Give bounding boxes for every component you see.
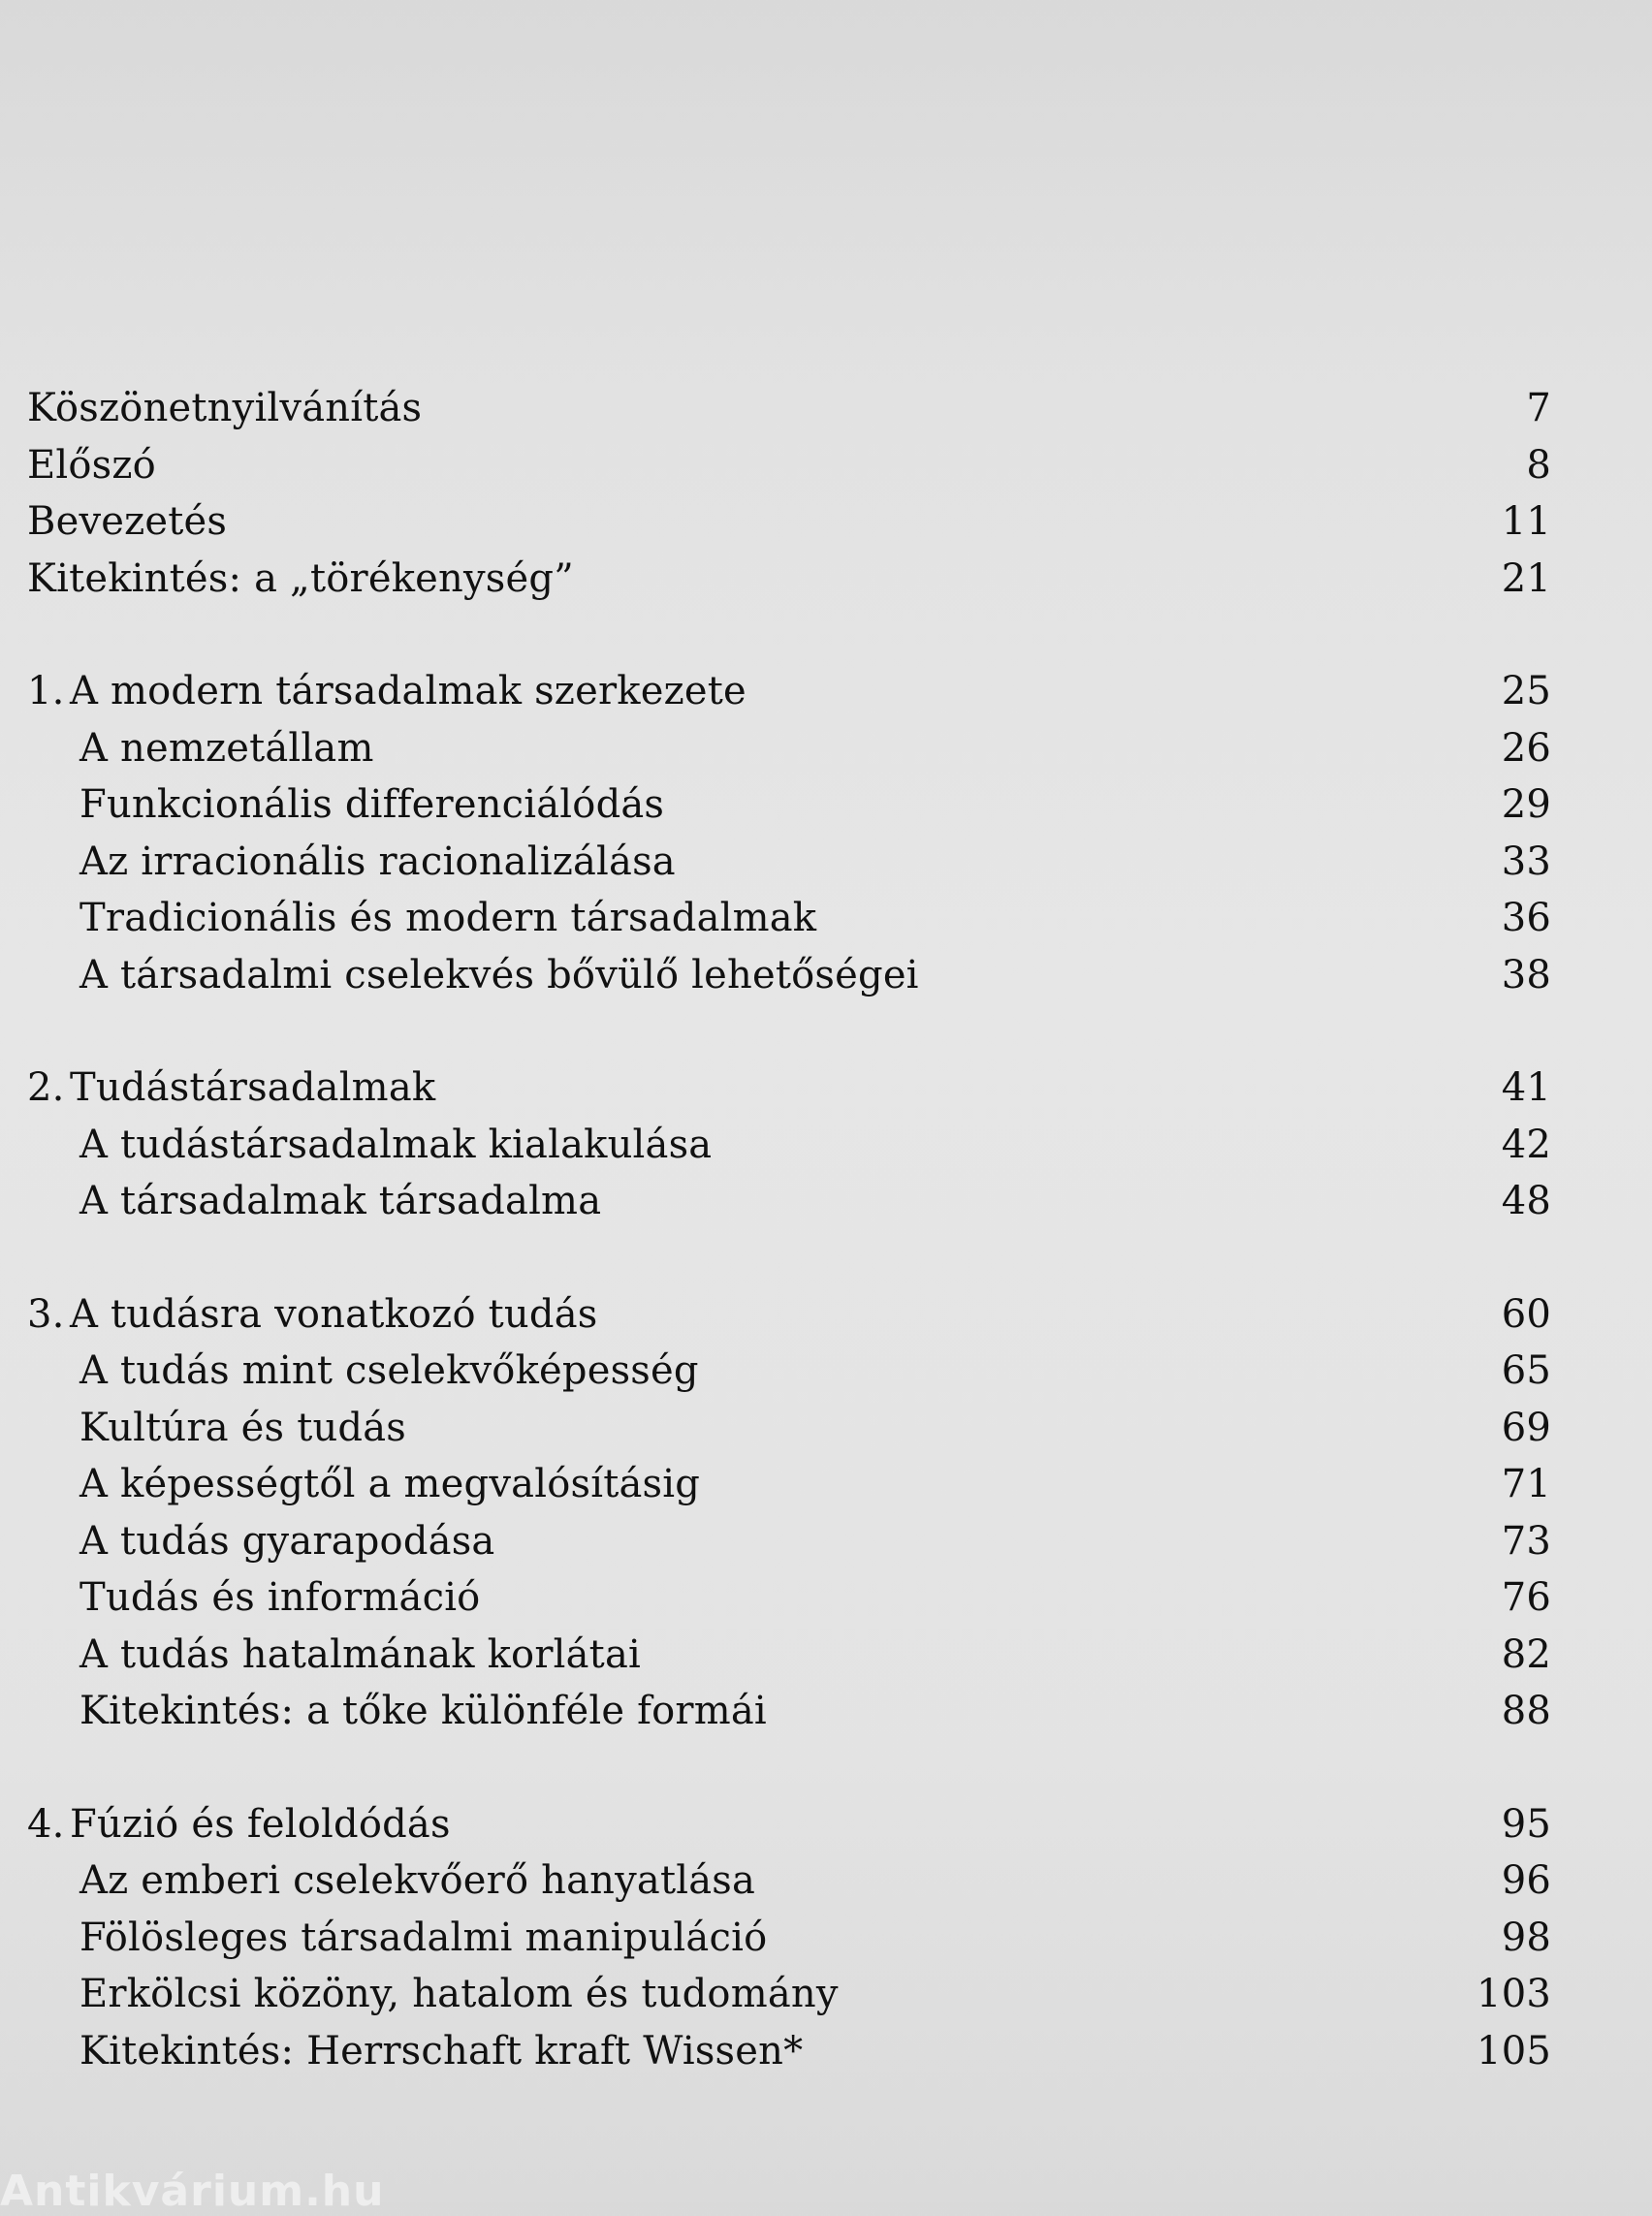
toc-chapter-3: 3. A tudásra vonatkozó tudás 60 [27, 1286, 1551, 1344]
toc-entry-label: Az emberi cselekvőerő hanyatlása [79, 1858, 756, 1903]
toc-section [27, 1910, 1551, 1967]
toc-entry-label: A társadalmak társadalma [79, 1179, 602, 1223]
toc-entry-page: 25 [1501, 669, 1551, 713]
toc-entry-page: 42 [1501, 1122, 1551, 1167]
toc-entry-front-3 [27, 493, 1551, 551]
toc-entry-front-1 [27, 380, 1551, 437]
toc-entry-page: 98 [1501, 1915, 1551, 1960]
chapter-title: A tudásra vonatkozó tudás [70, 1291, 598, 1337]
section-gap [27, 1230, 1551, 1286]
toc-entry-label: Funkcionális differenciálódás [79, 782, 665, 827]
toc-entry-page: 41 [1501, 1065, 1551, 1110]
toc-section [27, 1456, 1551, 1513]
toc-entry-label: Tradicionális és modern társadalmak [79, 896, 817, 940]
toc-entry-label: Az irracionális racionalizálása [79, 839, 676, 884]
toc-entry-page: 105 [1477, 2028, 1551, 2074]
toc-entry-page: 36 [1501, 896, 1551, 940]
toc-entry-page: 33 [1501, 839, 1551, 884]
toc-entry-page: 96 [1501, 1858, 1551, 1903]
toc-entry-page: 69 [1501, 1405, 1551, 1450]
toc-entry-page: 82 [1501, 1631, 1551, 1677]
toc-section [27, 1117, 1551, 1174]
toc-entry-page: 48 [1501, 1179, 1551, 1223]
toc-chapter-2: 2. Tudástársadalmak 41 [27, 1060, 1551, 1117]
toc-chapter-1: 1. A modern társadalmak szerkezete 25 [27, 663, 1551, 720]
toc-entry-page: 7 [1526, 386, 1551, 430]
section-gap [27, 607, 1551, 663]
toc-entry-label: A tudás gyarapodása [79, 1518, 495, 1564]
toc-section [27, 720, 1551, 777]
toc-section [27, 1569, 1551, 1627]
toc-entry-page: 38 [1501, 952, 1551, 997]
toc-entry-page: 71 [1501, 1462, 1551, 1506]
toc-entry-label: Kitekintés: Herrschaft kraft Wissen* [79, 2028, 804, 2074]
table-of-contents [27, 380, 1551, 2079]
chapter-title: Tudástársadalmak [70, 1065, 436, 1110]
toc-section [27, 1683, 1551, 1740]
toc-entry-label: A tudás hatalmának korlátai [79, 1631, 641, 1677]
toc-entry-page: 11 [1501, 499, 1551, 544]
toc-entry-page: 76 [1501, 1575, 1551, 1620]
toc-entry-page: 65 [1501, 1348, 1551, 1393]
toc-entry-label: Előszó [27, 442, 156, 488]
toc-entry-label: A nemzetállam [79, 725, 374, 771]
toc-entry-page: 60 [1501, 1291, 1551, 1337]
toc-entry-label: Erkölcsi közöny, hatalom és tudomány [79, 1972, 839, 2016]
toc-entry-label: Tudás és információ [79, 1575, 481, 1620]
toc-entry-label: A tudástársadalmak kialakulása [79, 1122, 713, 1167]
toc-entry-label: Kitekintés: a tőke különféle formái [79, 1689, 767, 1733]
toc-section [27, 1173, 1551, 1230]
toc-entry-page: 95 [1501, 1801, 1551, 1847]
toc-entry-page: 88 [1501, 1689, 1551, 1733]
toc-entry-label: Köszönetnyilvánítás [27, 386, 423, 430]
toc-entry-label: A tudás mint cselekvőképesség [79, 1348, 699, 1393]
toc-entry-label: Bevezetés [27, 499, 228, 544]
toc-chapter-4: 4. Fúzió és feloldódás 95 [27, 1796, 1551, 1853]
toc-section [27, 1400, 1551, 1457]
toc-entry-label: A képességtől a megvalósításig [79, 1462, 701, 1506]
toc-section [27, 776, 1551, 834]
toc-entry-page: 8 [1526, 442, 1551, 488]
chapter-title: A modern társadalmak szerkezete [70, 669, 747, 713]
toc-entry-front-4 [27, 551, 1551, 608]
section-gap [27, 1740, 1551, 1796]
toc-section [27, 947, 1551, 1004]
toc-section [27, 1513, 1551, 1570]
watermark-logo: Antikvárium.hu [0, 2167, 385, 2216]
toc-section [27, 1343, 1551, 1400]
toc-section [27, 1966, 1551, 2023]
toc-section [27, 1627, 1551, 1684]
toc-section [27, 890, 1551, 947]
toc-section [27, 1852, 1551, 1910]
chapter-title: Fúzió és feloldódás [70, 1801, 451, 1847]
toc-entry-page: 103 [1477, 1972, 1551, 2016]
toc-entry-page: 21 [1501, 555, 1551, 601]
toc-entry-label: Kultúra és tudás [79, 1405, 407, 1450]
toc-entry-page: 26 [1501, 725, 1551, 771]
toc-section [27, 2023, 1551, 2080]
toc-entry-label: Fölösleges társadalmi manipuláció [79, 1915, 768, 1960]
toc-entry-label: A társadalmi cselekvés bővülő lehetőségei [79, 952, 919, 997]
section-gap [27, 1003, 1551, 1060]
toc-entry-front-2 [27, 437, 1551, 494]
toc-entry-label: Kitekintés: a „törékenység” [27, 555, 574, 601]
toc-entry-page: 29 [1501, 782, 1551, 827]
toc-entry-page: 73 [1501, 1518, 1551, 1564]
toc-section [27, 834, 1551, 891]
